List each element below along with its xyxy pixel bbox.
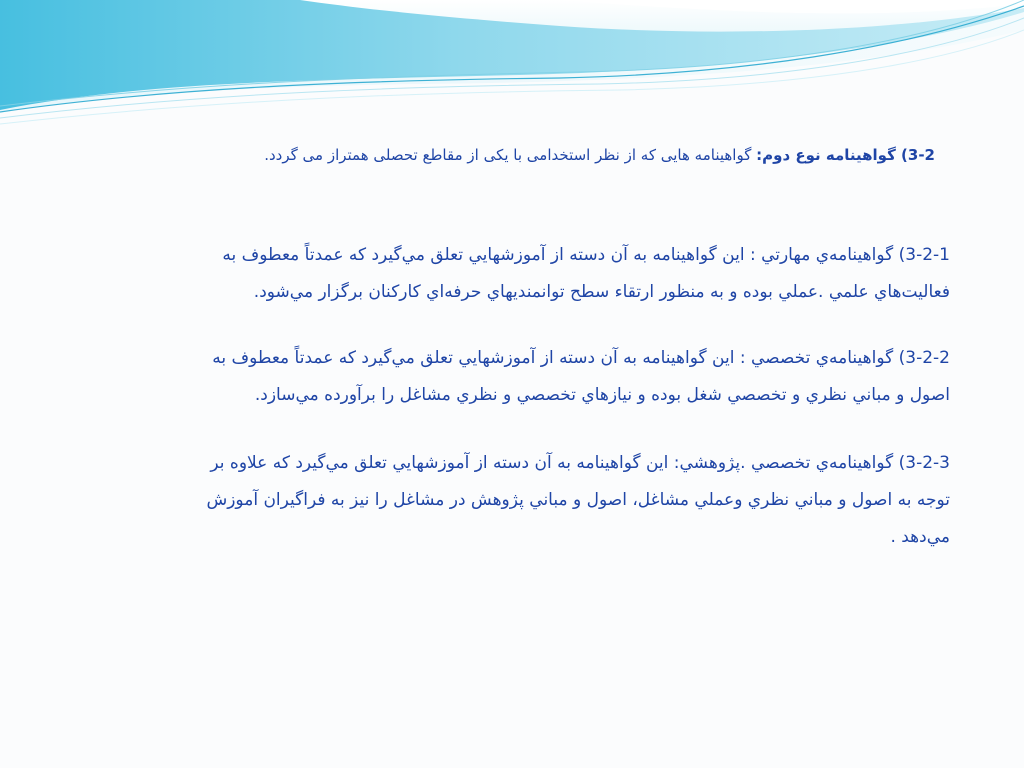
paragraph-specialized-certificate xyxy=(105,340,950,414)
paragraph-line: 3-2-3) گواهينامه‌ي تخصصي .پژوهشي: اين گواهينامه به آن دسته از آموزشهايي تعلق مي‌گيرد كه علاوه بر xyxy=(210,453,950,473)
section-heading-label: 3-2) گواهینامه نوع دوم: xyxy=(756,146,935,164)
paragraph-line: 3-2-2) گواهينامه‌ي تخصصي : اين گواهينامه به آن دسته از آموزشهايي تعلق مي‌گيرد كه عمدتاً معطوف به xyxy=(212,348,950,368)
section-heading xyxy=(190,141,935,169)
paragraph-line: 3-2-1) گواهينامه‌ي مهارتي : اين گواهينامه به آن دسته از آموزشهايي تعلق مي‌گيرد كه عمدتاً معطوف به xyxy=(222,245,950,265)
paragraph-line: فعاليت‌هاي علمي .عملي بوده و به منظور ارتقاء سطح توانمنديهاي حرفه‌اي كاركنان برگزار مي‌شود. xyxy=(253,282,950,302)
section-heading-text: گواهینامه هایی که از نظر استخدامی با یکی از مقاطع تحصلی همتراز می گردد. xyxy=(264,146,757,164)
paragraph-line: مي‌دهد . xyxy=(890,527,950,547)
paragraph-research-certificate xyxy=(105,445,950,556)
paragraph-line: اصول و مباني نظري و تخصصي شغل بوده و نيازهاي تخصصي و نظري مشاغل را برآورده مي‌سازد. xyxy=(254,385,950,405)
paragraph-line: توجه به اصول و مباني نظري وعملي مشاغل، اصول و مباني پژوهش در مشاغل را نيز به فراگيران آموزش xyxy=(206,490,950,510)
paragraph-skill-certificate xyxy=(105,237,950,311)
